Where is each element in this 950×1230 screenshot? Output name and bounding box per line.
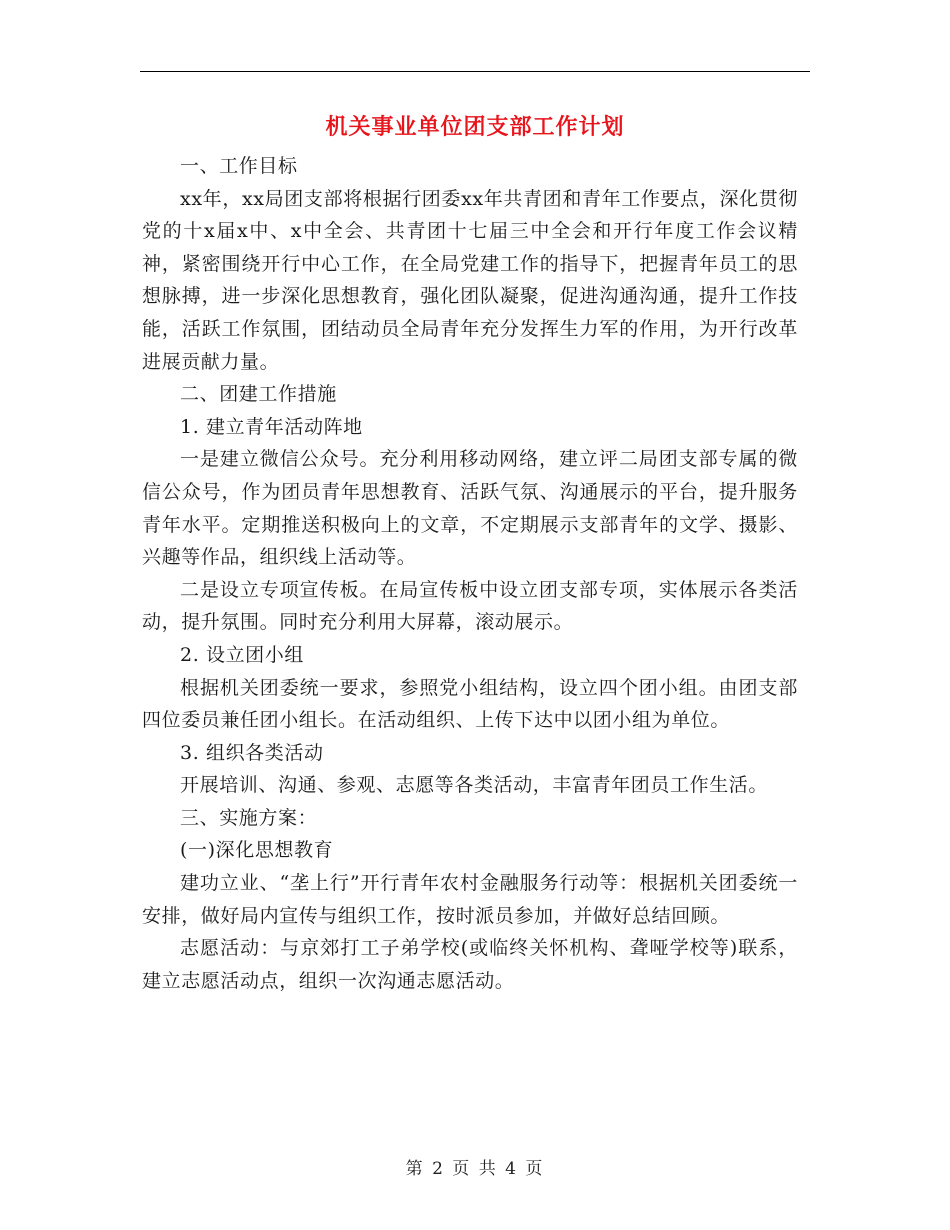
document-title: 机关事业单位团支部工作计划 [325,114,625,140]
header-rule [140,71,810,72]
paragraph-goals: xx年，xx局团支部将根据行团委xx年共青团和青年工作要点，深化贯彻党的十x届x中、x中全会、共青团十七届三中全会和开行年度工作会议精神，紧密围绕开行中心工作，在全局党建工作的指导下，把握青年员工的思想脉搏，进一步深化思想教育，强化团队凝聚，促进沟通沟通，提升工作技能，活跃工作氛围，团结动员全局青年充分发挥生力军的作用，为开行改革进展贡献力量。 [142,187,798,373]
page-footer: 第 2 页 共 4 页 [405,1159,545,1179]
paragraph-groups: 根据机关团委统一要求，参照党小组结构，设立四个团小组。由团支部四位委员兼任团小组长。在活动组织、上传下达中以团小组为单位。 [142,676,798,732]
paragraph-education: 建功立业、“垄上行”开行青年农村金融服务行动等：根据机关团委统一安排，做好局内宣传与组织工作，按时派员参加，并做好总结回顾。 [142,872,798,927]
section-heading-plan: 三、实施方案： [180,806,318,829]
paragraph-activities: 开展培训、沟通、参观、志愿等各类活动，丰富青年团员工作生活。 [180,774,769,797]
section-heading-goals: 一、工作目标 [180,155,298,177]
subheading-groups: 2. 设立团小组 [180,643,304,666]
paragraph-board: 二是设立专项宣传板。在局宣传板中设立团支部专项，实体展示各类活动，提升氛围。同时充分利用大屏幕，滚动展示。 [142,578,798,634]
subheading-activities: 3. 组织各类活动 [180,741,324,764]
paragraph-volunteer: 志愿活动：与京郊打工子弟学校(或临终关怀机构、聋哑学校等)联系，建立志愿活动点，组织一次沟通志愿活动。 [142,937,798,992]
document-body [142,150,798,997]
paragraph-wechat: 一是建立微信公众号。充分利用移动网络，建立评二局团支部专属的微信公众号，作为团员青年思想教育、活跃气氛、沟通展示的平台，提升服务青年水平。定期推送积极向上的文章，不定期展示支部青年的文学、摄影、兴趣等作品，组织线上活动等。 [142,448,798,569]
section-heading-measures: 二、团建工作措施 [180,383,337,406]
subheading-education: (一)深化思想教育 [180,839,334,862]
subheading-activity-base: 1. 建立青年活动阵地 [180,415,363,438]
